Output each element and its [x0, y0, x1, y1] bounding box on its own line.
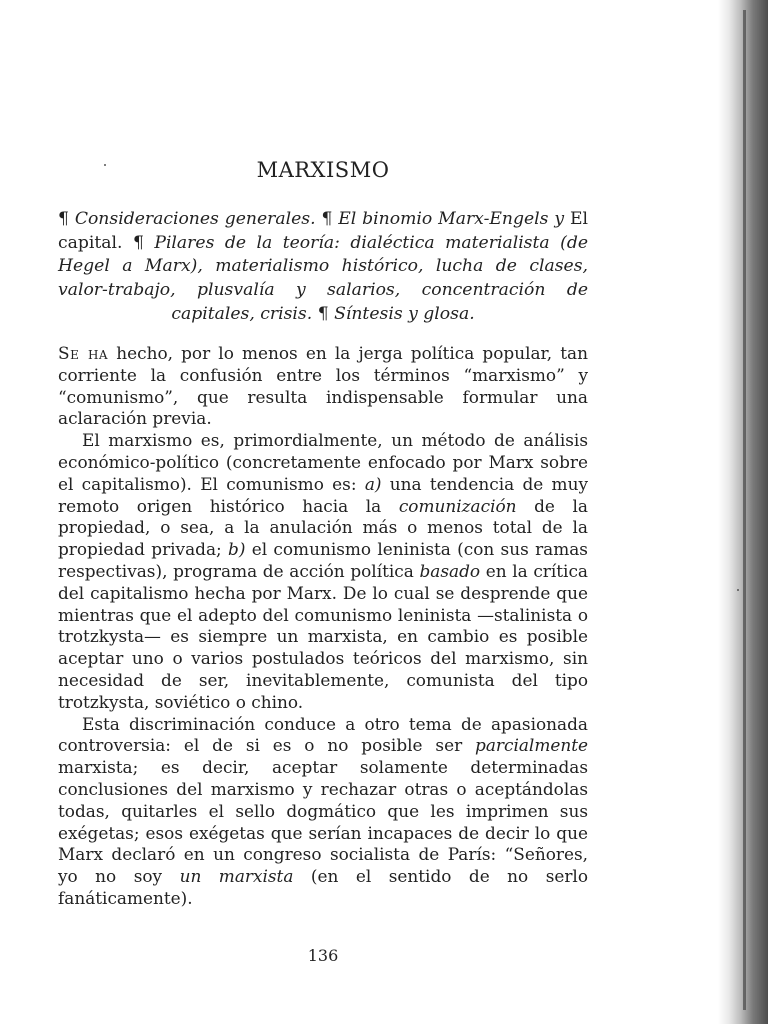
paragraph-text: en la crítica del capitalismo hecha por Marx. De lo cual se desprende que mientras que el adepto del comunismo leninista —stalinista o trotzkysta— es siempre un marxista, en cambio es posible aceptar uno o varios postulados teóricos del marxismo, sin necesidad de ser, inevitablemente, comunista del tipo trotzkysta, soviético o chino.: [58, 560, 588, 712]
chapter-summary: [58, 208, 588, 327]
paragraph-text: una tendencia de muy remoto origen histórico hacia la: [58, 473, 588, 516]
paragraph-text: Esta discriminación conduce a otro tema de apasionada controversia: el de si es o no posible ser: [58, 713, 588, 756]
paragraph: [58, 430, 588, 713]
chapter-body: [58, 343, 588, 910]
list-marker: a): [364, 473, 382, 494]
chapter-title: MARXISMO: [256, 158, 390, 182]
paragraph-text: de la propiedad, o sea, a la anulación más o menos total de la propiedad privada;: [58, 495, 588, 560]
paragraph-text: El marxismo es, primordialmente, un método de análisis económico-político (concretamente enfocado por Marx sobre el capitalismo). El comunismo es:: [58, 430, 588, 494]
emphasis: parcialmente: [475, 735, 589, 756]
scan-speck: [737, 589, 739, 591]
summary-item: Síntesis y glosa.: [334, 303, 475, 324]
paragraph-text: (en el sentido de no serlo fanáticamente).: [58, 866, 588, 908]
paragraph-text: el comunismo leninista (con sus ramas respectivas), programa de acción política: [58, 539, 588, 581]
binding-line: [743, 10, 746, 1010]
emphasis: basado: [419, 560, 481, 581]
emphasis: un marxista: [179, 866, 294, 887]
summary-item: Pilares de la teoría: dialéctica materialista (de Hegel a Marx), materialismo histórico, lucha de clases, valor-trabajo, plusvalía y salarios, concentración de capitales, crisis.: [58, 232, 589, 324]
paragraph: [58, 714, 588, 910]
pilcrow-icon: ¶: [317, 303, 329, 324]
pilcrow-icon: ¶: [132, 232, 144, 253]
paragraph: [58, 343, 588, 430]
page-number: 136: [307, 946, 339, 965]
summary-item: Consideraciones generales.: [74, 209, 316, 229]
lead-in: Se ha: [58, 343, 109, 363]
paragraph-text: hecho, por lo menos en la jerga política popular, tan corriente la confusión entre los términos “marxismo” y “comunismo”, que resulta indispensable formular una aclaración previa.: [58, 343, 588, 429]
summary-item-book-title: El capital.: [58, 209, 588, 253]
paragraph-text: marxista; es decir, aceptar solamente determinadas conclusiones del marxismo y rechazar otras o aceptándolas todas, quitarles el sello dogmático que les imprimen sus exégetas; esos exégetas que serían incapaces de decir lo que Marx declaró en un congreso socialista de París: “Señores, yo no soy: [58, 757, 588, 887]
summary-item: El binomio Marx-Engels y: [338, 209, 565, 229]
list-marker: b): [228, 539, 246, 560]
pilcrow-icon: ¶: [321, 209, 333, 229]
emphasis: comunización: [398, 495, 517, 516]
page-edge-shadow: [718, 0, 768, 1024]
pilcrow-icon: ¶: [58, 209, 69, 229]
